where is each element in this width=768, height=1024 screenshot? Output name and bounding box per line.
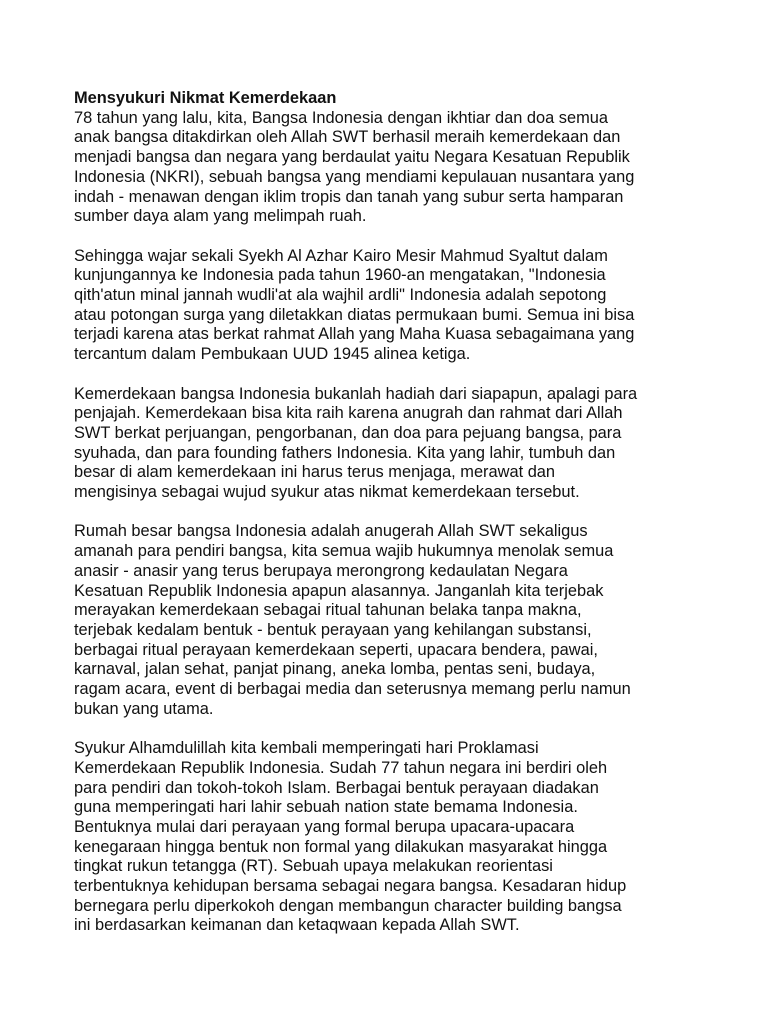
document-title: Mensyukuri Nikmat Kemerdekaan <box>74 89 337 107</box>
paragraph-1: 78 tahun yang lalu, kita, Bangsa Indonesia dengan ikhtiar dan doa semua anak bangsa ditakdirkan oleh Allah SWT berhasil meraih kemerdekaan dan menjadi bangsa dan negara yang berdaulat yaitu Negara Kesatuan Republik Indonesia (NKRI), sebuah bangsa yang mendiami kepulauan nusantara yang indah - menawan dengan iklim tropis dan tanah yang subur serta hamparan sumber daya alam yang melimpah ruah. <box>74 108 635 226</box>
document-page <box>74 89 734 956</box>
paragraph-2: Sehingga wajar sekali Syekh Al Azhar Kairo Mesir Mahmud Syaltut dalam kunjungannya ke Indonesia pada tahun 1960-an mengatakan, "Indonesia qith'atun minal jannah wudli'at ala wajhil ardli" Indonesia adalah sepotong atau potongan surga yang diletakkan diatas permukaan bumi. Semua ini bisa terjadi karena atas berkat rahmat Allah yang Maha Kuasa sebagaimana yang tercantum dalam Pembukaan UUD 1945 alinea ketiga. <box>74 246 635 364</box>
paragraph-3: Kemerdekaan bangsa Indonesia bukanlah hadiah dari siapapun, apalagi para penjajah. Kemerdekaan bisa kita raih karena anugrah dan rahmat dari Allah SWT berkat perjuangan, pengorbanan, dan doa para pejuang bangsa, para syuhada, dan para founding fathers Indonesia. Kita yang lahir, tumbuh dan besar di alam kemerdekaan ini harus terus menjaga, merawat dan mengisinya sebagai wujud syukur atas nikmat kemerdekaan tersebut. <box>74 384 638 502</box>
paragraph-4: Rumah besar bangsa Indonesia adalah anugerah Allah SWT sekaligus amanah para pendiri bangsa, kita semua wajib hukumnya menolak semua anasir - anasir yang terus berupaya merongrong kedaulatan Negara Kesatuan Republik Indonesia apapun alasannya. Janganlah kita terjebak merayakan kemerdekaan sebagai ritual tahunan belaka tanpa makna, terjebak kedalam bentuk - bentuk perayaan yang kehilangan substansi, berbagai ritual perayaan kemerdekaan seperti, upacara bendera, pawai, karnaval, jalan sehat, panjat pinang, aneka lomba, pentas seni, budaya, ragam acara, event di berbagai media dan seterusnya memang perlu namun bukan yang utama. <box>74 522 631 718</box>
paragraph-5: Syukur Alhamdulillah kita kembali memperingati hari Proklamasi Kemerdekaan Republik Indonesia. Sudah 77 tahun negara ini berdiri oleh para pendiri dan tokoh-tokoh Islam. Berbagai bentuk perayaan diadakan guna memperingati hari lahir sebuah nation state bemama Indonesia. Bentuknya mulai dari perayaan yang formal berupa upacara-upacara kenegaraan hingga bentuk non formal yang dilakukan masyarakat hingga tingkat rukun tetangga (RT). Sebuah upaya melakukan reorientasi terbentuknya kehidupan bersama sebagai negara bangsa. Kesadaran hidup bernegara perlu diperkokoh dengan membangun character building bangsa ini berdasarkan keimanan dan ketaqwaan kepada Allah SWT. <box>74 739 627 935</box>
